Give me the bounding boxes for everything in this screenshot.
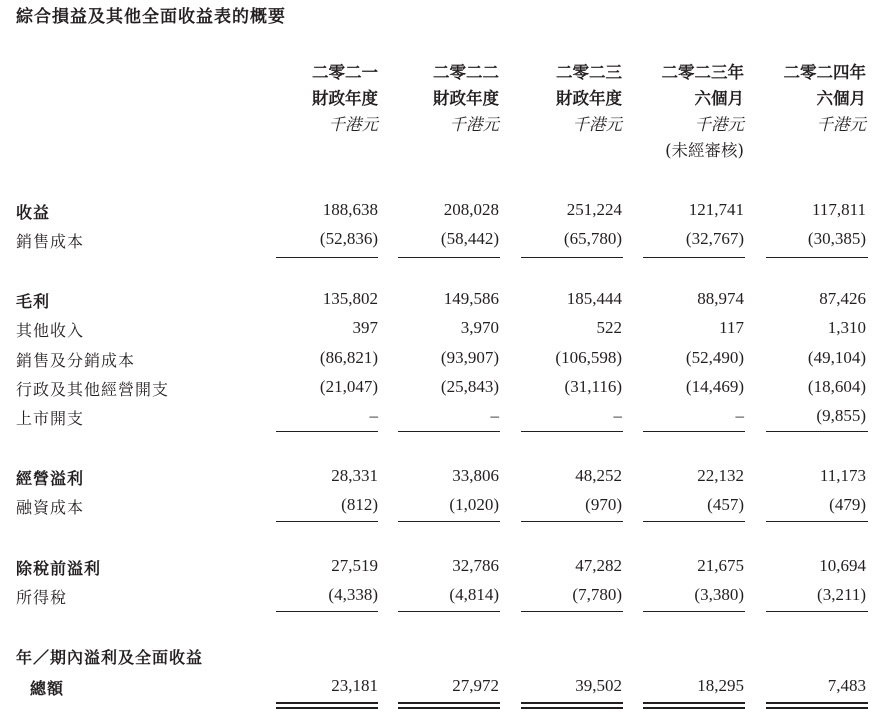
row-value: (1,020) (449, 495, 499, 514)
table-row (0, 463, 882, 493)
table-row (0, 197, 882, 227)
row-label: 銷售及分銷成本 (16, 351, 136, 370)
column-header-unit: 千港元 (816, 115, 866, 134)
column-header-fy2023 (504, 60, 622, 138)
row-value: 11,173 (819, 466, 866, 485)
row-value: (14,469) (685, 377, 744, 396)
row-value: 397 (352, 318, 378, 337)
table-row (0, 642, 882, 672)
subtotal-rule (276, 521, 378, 522)
row-value: 117,811 (812, 200, 866, 219)
subtotal-rule (643, 257, 745, 258)
row-value: (93,907) (440, 348, 499, 367)
row-value: (970) (585, 495, 622, 514)
row-value: (52,836) (319, 229, 378, 248)
row-value: (9,855) (816, 406, 866, 425)
row-value: (106,598) (555, 348, 622, 367)
column-header-year: 二零二二 (433, 63, 499, 82)
subtotal-rule (766, 257, 868, 258)
row-value: 33,806 (452, 466, 499, 485)
row-value: (4,814) (449, 585, 499, 604)
subtotal-rule (521, 257, 623, 258)
subtotal-rule (398, 431, 500, 432)
row-value: 87,426 (819, 289, 866, 308)
row-value: – (490, 406, 499, 425)
row-value: 188,638 (322, 200, 378, 219)
row-value: 251,224 (566, 200, 622, 219)
column-header-year: 二零二四年 (783, 63, 866, 82)
row-value: – (613, 406, 622, 425)
column-header-year: 二零二三 (556, 63, 622, 82)
subtotal-rule (276, 257, 378, 258)
row-value: 47,282 (575, 556, 622, 575)
row-value: 88,974 (697, 289, 744, 308)
row-value: 10,694 (819, 556, 866, 575)
subtotal-rule (766, 521, 868, 522)
row-value: (21,047) (319, 377, 378, 396)
table-row (0, 673, 882, 703)
table-row (0, 315, 882, 345)
column-header-period: 財政年度 (556, 89, 622, 108)
subtotal-rule (398, 611, 500, 612)
subtotal-rule (766, 611, 868, 612)
row-value: 22,132 (697, 466, 744, 485)
row-label: 經營溢利 (16, 469, 85, 488)
table-row (0, 226, 882, 256)
column-header-period: 六個月 (816, 89, 866, 108)
row-label: 所得稅 (16, 588, 68, 607)
subtotal-rule (521, 431, 623, 432)
row-value: 27,972 (452, 676, 499, 695)
row-value: 121,741 (688, 200, 744, 219)
row-value: (4,338) (328, 585, 378, 604)
column-header-period: 財政年度 (433, 89, 499, 108)
column-header-note: (未經審核) (665, 141, 744, 160)
subtotal-rule (643, 611, 745, 612)
row-value: – (735, 406, 744, 425)
column-header-6m2024 (748, 60, 866, 138)
column-header-unit: 千港元 (572, 115, 622, 134)
page-title: 綜合損益及其他全面收益表的概要 (16, 7, 286, 27)
subtotal-rule (276, 431, 378, 432)
subtotal-rule (521, 611, 623, 612)
column-header-6m2023 (626, 60, 744, 164)
table-row (0, 553, 882, 583)
row-label: 上市開支 (16, 409, 85, 428)
row-value: 21,675 (697, 556, 744, 575)
total-double-rule (398, 702, 500, 709)
column-header-year: 二零二三年 (661, 63, 744, 82)
row-label: 收益 (16, 203, 51, 222)
row-value: 1,310 (827, 318, 866, 337)
column-header-unit: 千港元 (449, 115, 499, 134)
row-value: (30,385) (807, 229, 866, 248)
subtotal-rule (276, 611, 378, 612)
subtotal-rule (643, 431, 745, 432)
row-value: 18,295 (697, 676, 744, 695)
table-row (0, 492, 882, 522)
row-value: (3,211) (817, 585, 866, 604)
total-double-rule (766, 702, 868, 709)
column-header-fy2022 (381, 60, 499, 138)
row-value: (52,490) (685, 348, 744, 367)
row-value: 522 (596, 318, 622, 337)
row-label: 總額 (30, 679, 65, 698)
table-row (0, 345, 882, 375)
column-header-period: 財政年度 (312, 89, 378, 108)
row-value: 117 (719, 318, 744, 337)
row-value: (7,780) (572, 585, 622, 604)
row-label: 其他收入 (16, 321, 85, 340)
row-value: 149,586 (443, 289, 499, 308)
row-value: (65,780) (563, 229, 622, 248)
table-row (0, 286, 882, 316)
row-value: (812) (341, 495, 378, 514)
row-label: 銷售成本 (16, 232, 85, 251)
row-value: (3,380) (694, 585, 744, 604)
row-value: 135,802 (322, 289, 378, 308)
row-value: 28,331 (331, 466, 378, 485)
table-row (0, 403, 882, 433)
row-value: (479) (829, 495, 866, 514)
row-value: (32,767) (685, 229, 744, 248)
row-value: (49,104) (807, 348, 866, 367)
row-value: (25,843) (440, 377, 499, 396)
table-row (0, 374, 882, 404)
row-value: 48,252 (575, 466, 622, 485)
row-label: 年／期內溢利及全面收益 (16, 648, 204, 667)
total-double-rule (276, 702, 378, 709)
row-label: 行政及其他經營開支 (16, 380, 170, 399)
column-header-year: 二零二一 (312, 63, 378, 82)
subtotal-rule (643, 521, 745, 522)
row-value: 7,483 (827, 676, 866, 695)
row-value: (58,442) (440, 229, 499, 248)
subtotal-rule (398, 521, 500, 522)
table-row (0, 582, 882, 612)
column-header-fy2021 (260, 60, 378, 138)
total-double-rule (643, 702, 745, 709)
row-value: 32,786 (452, 556, 499, 575)
row-value: (31,116) (564, 377, 622, 396)
row-value: 23,181 (331, 676, 378, 695)
row-value: (86,821) (319, 348, 378, 367)
row-label: 除稅前溢利 (16, 559, 102, 578)
row-value: 185,444 (566, 289, 622, 308)
row-value: 27,519 (331, 556, 378, 575)
total-double-rule (521, 702, 623, 709)
column-header-unit: 千港元 (328, 115, 378, 134)
subtotal-rule (521, 521, 623, 522)
row-value: – (369, 406, 378, 425)
row-label: 毛利 (16, 292, 51, 311)
subtotal-rule (398, 257, 500, 258)
row-value: 3,970 (460, 318, 499, 337)
row-value: (457) (707, 495, 744, 514)
column-header-period: 六個月 (694, 89, 744, 108)
subtotal-rule (766, 431, 868, 432)
row-value: (18,604) (807, 377, 866, 396)
row-value: 39,502 (575, 676, 622, 695)
column-header-unit: 千港元 (694, 115, 744, 134)
row-label: 融資成本 (16, 498, 85, 517)
row-value: 208,028 (443, 200, 499, 219)
